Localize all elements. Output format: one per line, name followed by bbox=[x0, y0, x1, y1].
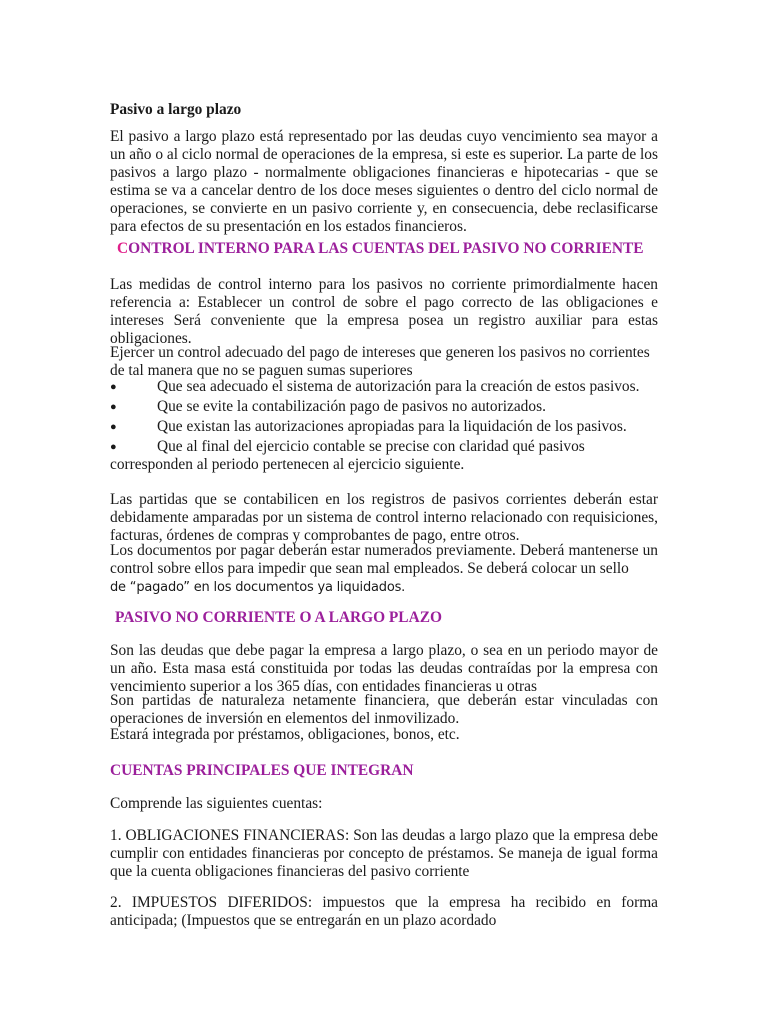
bullet-text-continuation: corresponden al periodo pertenecen al ejercicio siguiente. bbox=[110, 456, 465, 473]
paragraph-medidas-control: Las medidas de control interno para los pasivos no corriente primordialmente hacen referencia a: Establecer un control de sobre el pago correcto de las obligaciones e intereses Será conveniente que la empresa posea un registro auxiliar para estas obligaciones. bbox=[110, 276, 658, 347]
paragraph-documentos bbox=[110, 542, 658, 597]
list-item-impuestos-diferidos: 2. IMPUESTOS DIFERIDOS: impuestos que la empresa ha recibido en forma anticipada; (Impuestos que se entregarán en un plazo acordado bbox=[110, 894, 658, 929]
heading-initial: C bbox=[117, 240, 129, 257]
bullet-text: Que al final del ejercicio contable se precise con claridad qué pasivos bbox=[157, 438, 585, 455]
paragraph-comprende: Comprende las siguientes cuentas: bbox=[110, 795, 323, 812]
list-item-obligaciones-financieras: 1. OBLIGACIONES FINANCIERAS: Son las deudas a largo plazo que la empresa debe cumplir con entidades financieras por concepto de préstamos. Se maneja de igual forma que la cuenta obligaciones financieras del pasivo corriente bbox=[110, 827, 658, 880]
paragraph-partidas-financieras: Son partidas de naturaleza netamente financiera, que deberán estar vinculadas con operaciones de inversión en elementos del inmovilizado. bbox=[110, 692, 658, 727]
heading-pasivo-no-corriente: PASIVO NO CORRIENTE O A LARGO PLAZO bbox=[115, 609, 442, 626]
paragraph-deudas-largo-plazo: Son las deudas que debe pagar la empresa a largo plazo, o sea en un periodo mayor de un año. Esta masa está constituida por todas las deudas contraídas por la empresa con vencimiento superior a los 365 días, con entidades financieras u otras bbox=[110, 642, 658, 695]
heading-cuentas-principales: CUENTAS PRINCIPALES QUE INTEGRAN bbox=[110, 762, 414, 779]
sello-pagado-text: de “pagado” en los documentos ya liquidados. bbox=[110, 580, 406, 595]
bullet-icon: ● bbox=[110, 441, 117, 453]
paragraph-ejercer-control: Ejercer un control adecuado del pago de intereses que generen los pasivos no corrientes de tal manera que no se paguen sumas superiores bbox=[110, 344, 650, 379]
bullet-text: Que existan las autorizaciones apropiadas para la liquidación de los pasivos. bbox=[157, 418, 627, 435]
list-item bbox=[110, 378, 658, 396]
section-title-pasivo-largo-plazo: Pasivo a largo plazo bbox=[110, 101, 242, 118]
paragraph-pasivo-definicion: El pasivo a largo plazo está representado por las deudas cuyo vencimiento sea mayor a un año o al ciclo normal de operaciones de la empresa, si este es superior. La parte de los pasivos a largo plazo - normalmente obligaciones financieras e hipotecarias - que se estima se va a cancelar dentro de los doce meses siguientes o dentro del ciclo normal de operaciones, se convierte en un pasivo corriente y, en consecuencia, debe reclasificarse para efectos de su presentación en los estados financieros. bbox=[110, 128, 658, 235]
bullet-text: Que se evite la contabilización pago de pasivos no autorizados. bbox=[157, 398, 546, 415]
bullet-icon: ● bbox=[110, 421, 117, 433]
list-item bbox=[110, 438, 658, 474]
heading-rest: ONTROL INTERNO PARA LAS CUENTAS DEL PASIVO NO CORRIENTE bbox=[128, 240, 644, 257]
bullet-icon: ● bbox=[110, 381, 117, 393]
list-item bbox=[110, 418, 658, 436]
paragraph-integrada: Estará integrada por préstamos, obligaciones, bonos, etc. bbox=[110, 726, 460, 743]
paragraph-documentos-text: Los documentos por pagar deberán estar numerados previamente. Deberá mantenerse un control sobre ellos para impedir que sean mal empleados. Se deberá colocar un sello bbox=[110, 542, 658, 577]
heading-control-interno bbox=[117, 240, 677, 258]
list-item bbox=[110, 398, 658, 416]
bullet-icon: ● bbox=[110, 401, 117, 413]
paragraph-partidas: Las partidas que se contabilicen en los registros de pasivos corrientes deberán estar debidamente amparadas por un sistema de control interno relacionado con requisiciones, facturas, órdenes de compras y comprobantes de pago, entre otros. bbox=[110, 491, 658, 544]
bullet-text: Que sea adecuado el sistema de autorización para la creación de estos pasivos. bbox=[157, 378, 640, 395]
